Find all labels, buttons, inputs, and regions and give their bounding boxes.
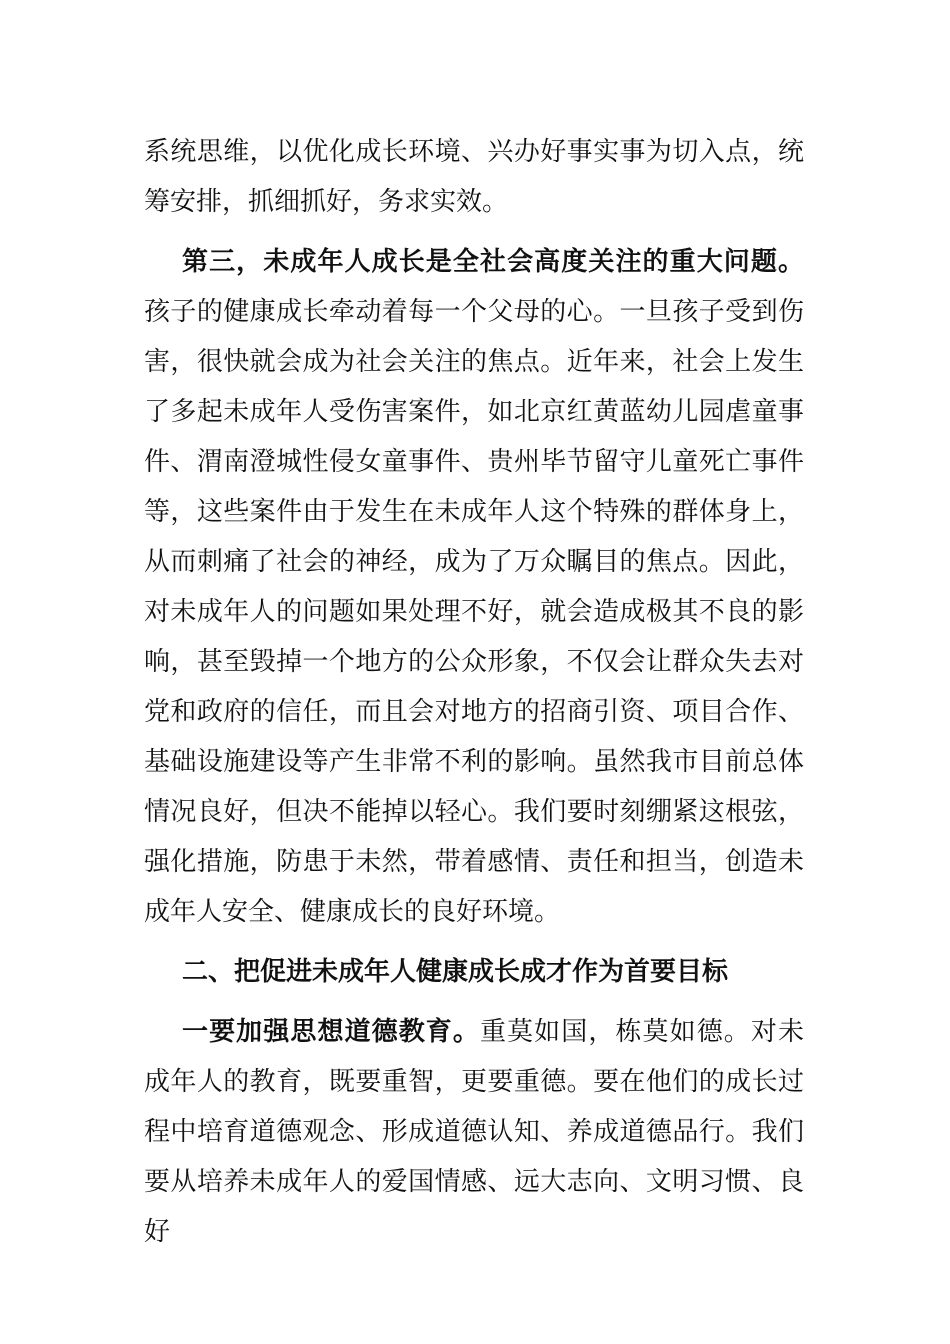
paragraph-lead-bold: 第三，未成年人成长是全社会高度关注的重大问题。 [182, 247, 804, 277]
paragraph-moral-education [144, 1007, 804, 1257]
section-heading-text: 二、把促进未成年人健康成长成才作为首要目标 [182, 957, 729, 987]
paragraph-lead-bold: 一要加强思想道德教育。 [182, 1017, 480, 1047]
paragraph-third-point [144, 237, 804, 937]
document-body [144, 127, 804, 1257]
section-heading [144, 947, 804, 997]
paragraph-text: 重莫如国，栋莫如德。对未成年人的教育，既要重智，更要重德。要在他们的成长过程中培育道德观念、形成道德认知、养成道德品行。我们要从培养未成年人的爱国情感、远大志向、文明习惯、良好 [144, 1017, 804, 1247]
paragraph-text: 孩子的健康成长牵动着每一个父母的心。一旦孩子受到伤害，很快就会成为社会关注的焦点。近年来，社会上发生了多起未成年人受伤害案件，如北京红黄蓝幼儿园虐童事件、渭南澄城性侵女童事件、贵州毕节留守儿童死亡事件等，这些案件由于发生在未成年人这个特殊的群体身上，从而刺痛了社会的神经，成为了万众瞩目的焦点。因此，对未成年人的问题如果处理不好，就会造成极其不良的影响，甚至毁掉一个地方的公众形象，不仅会让群众失去对党和政府的信任，而且会对地方的招商引资、项目合作、基础设施建设等产生非常不利的影响。虽然我市目前总体情况良好，但决不能掉以轻心。我们要时刻绷紧这根弦，强化措施，防患于未然，带着感情、责任和担当，创造未成年人安全、健康成长的良好环境。 [144, 297, 804, 927]
paragraph-continuation [144, 127, 804, 227]
paragraph-text: 系统思维，以优化成长环境、兴办好事实事为切入点，统筹安排，抓细抓好，务求实效。 [144, 137, 804, 217]
